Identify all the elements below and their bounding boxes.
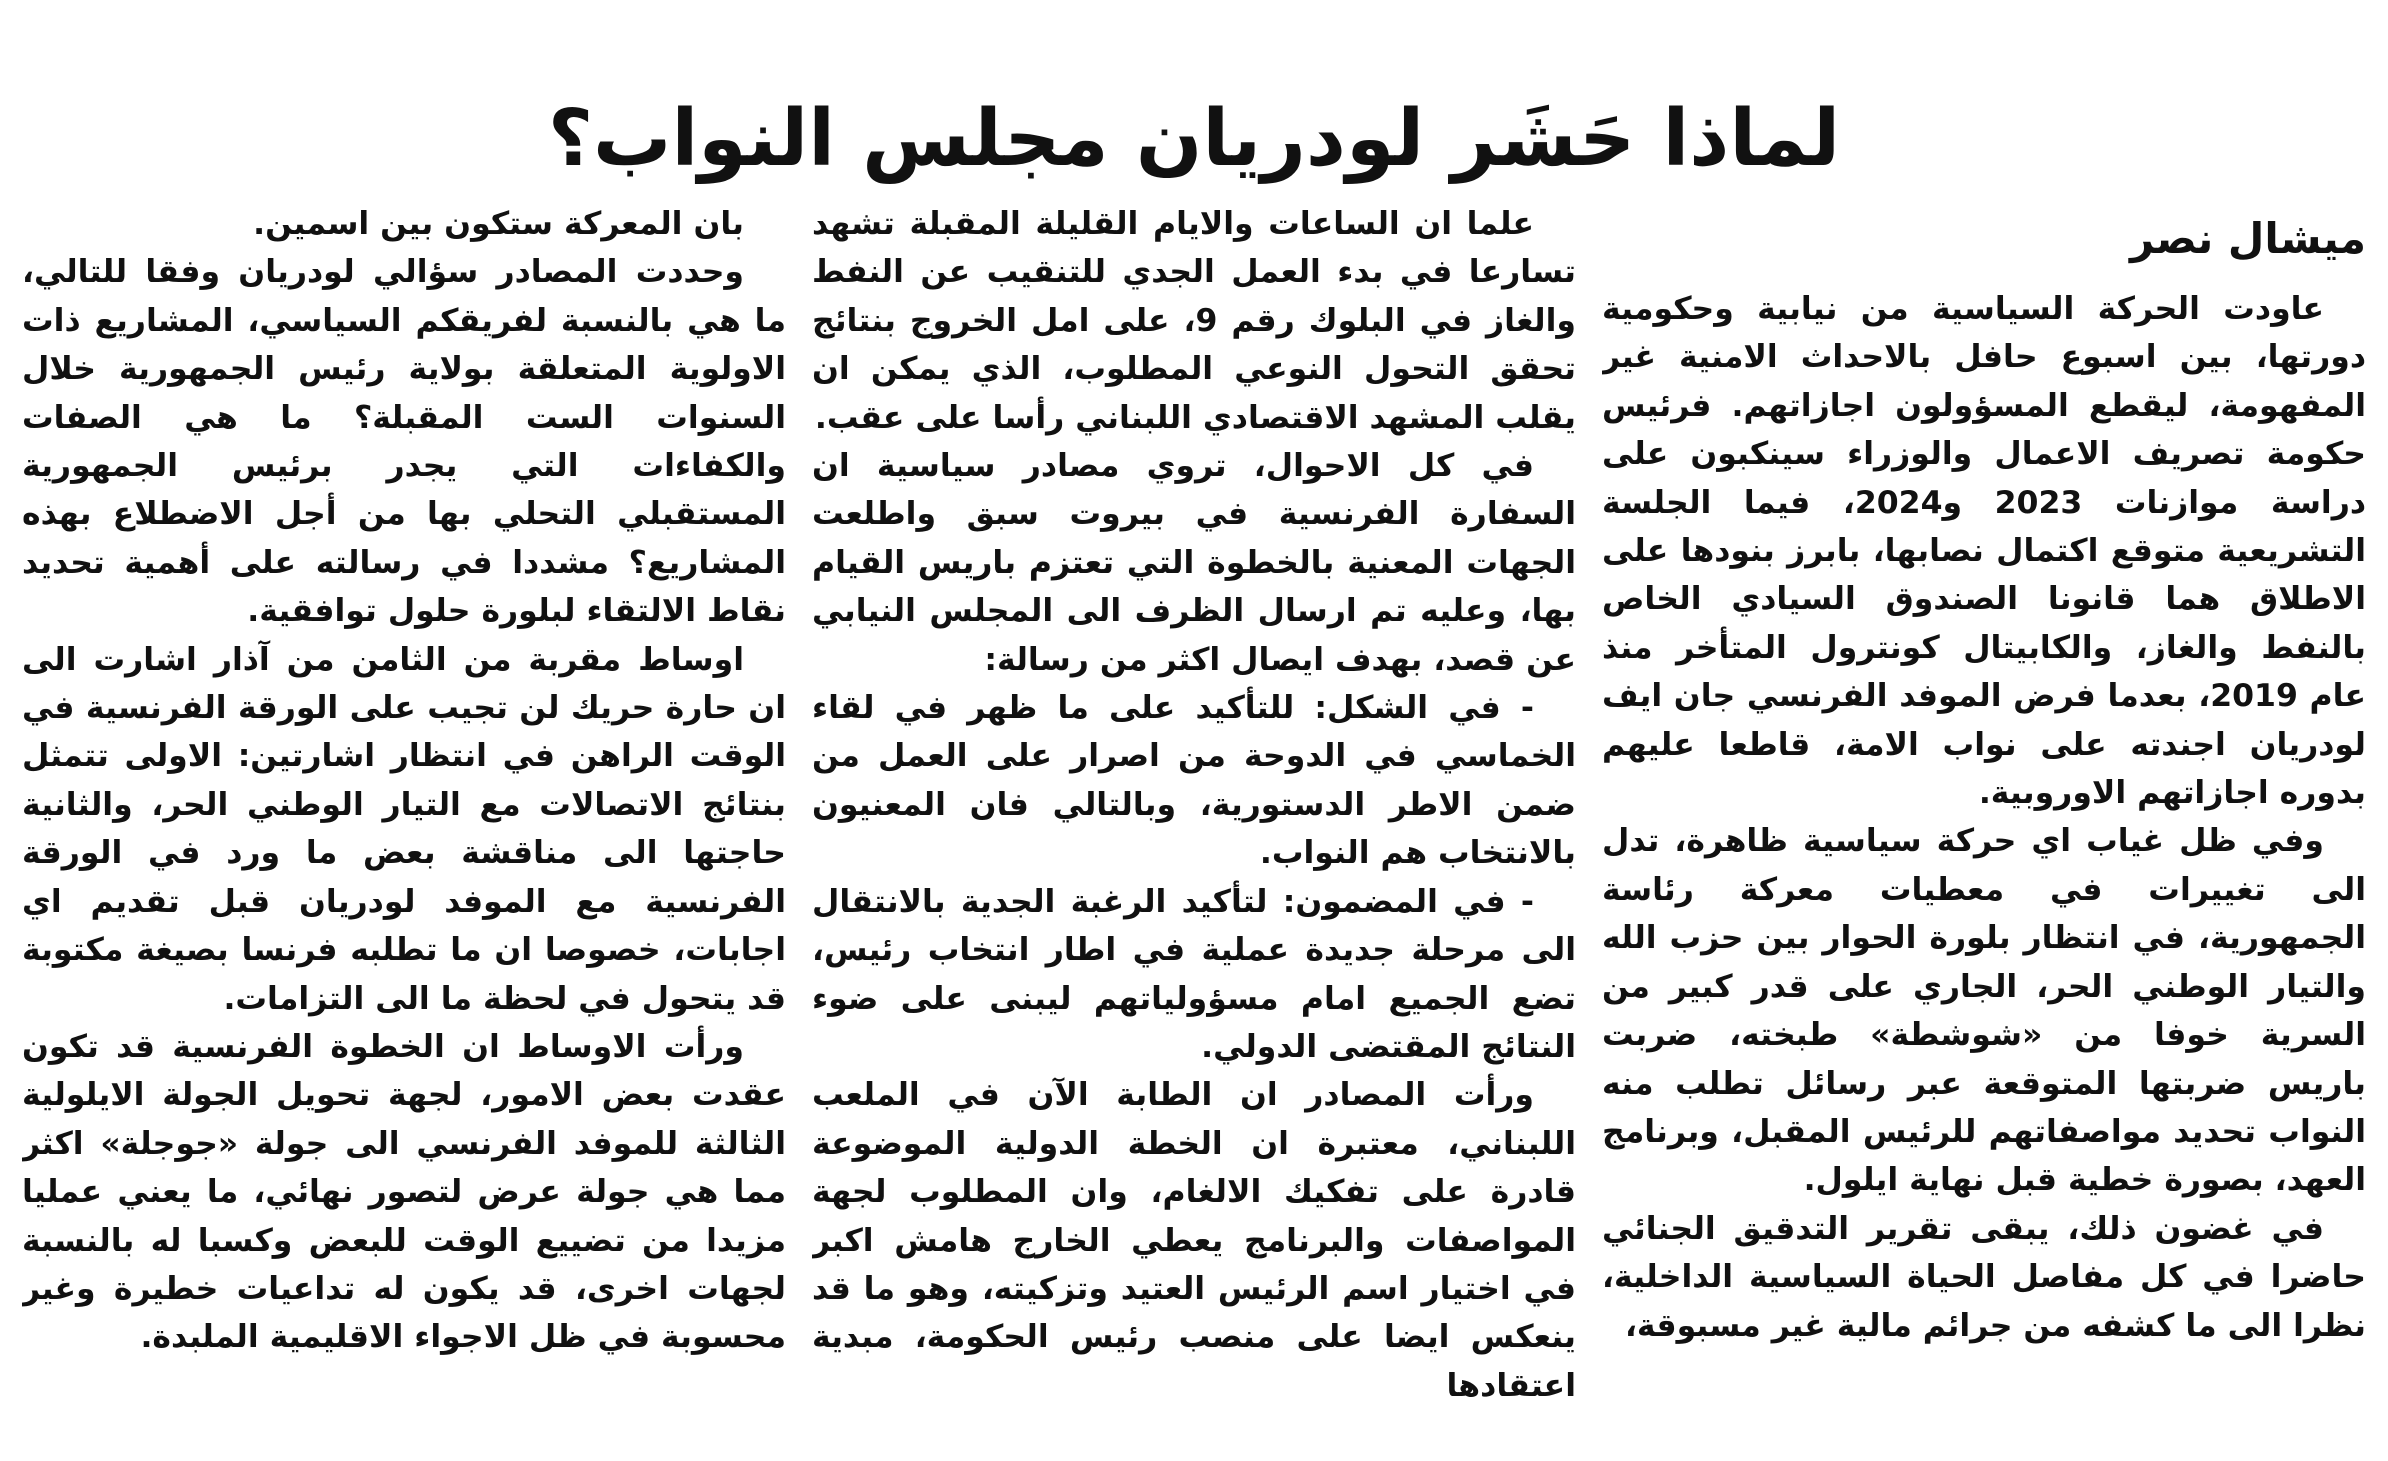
paragraph: عاودت الحركة السياسية من نيابية وحكومية دورتها، بين اسبوع حافل بالاحداث الامنية غير المفهومة، ليقطع المسؤولون اجازاتهم. فرئيس حكومة تصريف الاعمال والوزراء سينكبون على دراسة موازنات 2023 و2024، فيما الجلسة التشريعية متوقع اكتمال نصابها، بابرز بنودها على الاطلاق هما قانونا الصندوق السيادي الخاص بالنفط والغاز، والكابيتال كونترول المتأخر منذ عام 2019، بعدما فرض الموفد الفرنسي جان ايف لودريان اجندته على نواب الامة، قاطعا عليهم بدوره اجازاتهم الاوروبية. [1602, 291, 2366, 812]
paragraph: بان المعركة ستكون بين اسمين. [253, 206, 744, 242]
article-column-2 [812, 200, 1576, 1455]
author-byline: ميشال نصر [2129, 214, 2366, 263]
paragraph: علما ان الساعات والايام القليلة المقبلة تشهد تسارعا في بدء العمل الجدي للتنقيب عن النفط والغاز في البلوك رقم 9، على امل الخروج بنتائج تحقق التحول النوعي المطلوب، الذي يمكن ان يقلب المشهد الاقتصادي اللبناني رأسا على عقب. [812, 206, 1576, 436]
article-column-3 [22, 200, 786, 1455]
paragraph: ورأت المصادر ان الطابة الآن في الملعب اللبناني، معتبرة ان الخطة الدولية الموضوعة قادرة على تفكيك الالغام، وان المطلوب لجهة المواصفات والبرنامج يعطي الخارج هامش اكبر في اختيار اسم الرئيس العتيد وتزكيته، وهو ما قد ينعكس ايضا على منصب رئيس الحكومة، مبدية اعتقادها [812, 1077, 1576, 1404]
paragraph: اوساط مقربة من الثامن من آذار اشارت الى ان حارة حريك لن تجيب على الورقة الفرنسية في الوقت الراهن في انتظار اشارتين: الاولى تتمثل بنتائج الاتصالات مع التيار الوطني الحر، والثانية حاجتها الى مناقشة بعض ما ورد في الورقة الفرنسية مع الموفد لودريان قبل تقديم اي اجابات، خصوصا ان ما تطلبه فرنسا بصيغة مكتوبة قد يتحول في لحظة ما الى التزامات. [22, 641, 786, 1017]
article-column-1 [1602, 285, 2366, 1455]
paragraph: - في المضمون: لتأكيد الرغبة الجدية بالانتقال الى مرحلة جديدة عملية في اطار انتخاب رئيس، تضع الجميع امام مسؤولياتهم ليبنى على ضوء النتائج المقتضى الدولي. [812, 883, 1576, 1065]
paragraph: وحددت المصادر سؤالي لودريان وفقا للتالي، ما هي بالنسبة لفريقكم السياسي، المشاريع ذات الاولوية المتعلقة بولاية رئيس الجمهورية خلال السنوات الست المقبلة؟ ما هي الصفات والكفاءات التي يجدر برئيس الجمهورية المستقبلي التحلي بها من أجل الاضطلاع بهذه المشاريع؟ مشددا في رسالته على أهمية تحديد نقاط الالتقاء لبلورة حلول توافقية. [22, 254, 786, 630]
paragraph: في غضون ذلك، يبقى تقرير التدقيق الجنائي حاضرا في كل مفاصل الحياة السياسية الداخلية، نظرا الى ما كشفه من جرائم مالية غير مسبوقة، [1602, 1210, 2366, 1344]
headline: لماذا حَشَر لودريان مجلس النواب؟ [547, 94, 1841, 185]
paragraph: وفي ظل غياب اي حركة سياسية ظاهرة، تدل الى تغييرات في معطيات معركة رئاسة الجمهورية، في انتظار بلورة الحوار بين حزب الله والتيار الوطني الحر، الجاري على قدر كبير من السرية خوفا من «شوشطة» طبخته، ضربت باريس ضربتها المتوقعة عبر رسائل تطلب منه النواب تحديد مواصفاتهم للرئيس المقبل، وبرنامج العهد، بصورة خطية قبل نهاية ايلول. [1602, 823, 2366, 1199]
paragraph: - في الشكل: للتأكيد على ما ظهر في لقاء الخماسي في الدوحة من اصرار على العمل من ضمن الاطر الدستورية، وبالتالي فان المعنيون بالانتخاب هم النواب. [812, 690, 1576, 872]
paragraph: ورأت الاوساط ان الخطوة الفرنسية قد تكون عقدت بعض الامور، لجهة تحويل الجولة الايلولية الثالثة للموفد الفرنسي الى جولة «جوجلة» اكثر مما هي جولة عرض لتصور نهائي، ما يعني عمليا مزيدا من تضييع الوقت للبعض وكسبا له بالنسبة لجهات اخرى، قد يكون له تداعيات خطيرة وغير محسوبة في ظل الاجواء الاقليمية الملبدة. [22, 1028, 786, 1356]
paragraph: في كل الاحوال، تروي مصادر سياسية ان السفارة الفرنسية في بيروت سبق واطلعت الجهات المعنية بالخطوة التي تعتزم باريس القيام بها، وعليه تم ارسال الظرف الى المجلس النيابي عن قصد، بهدف ايصال اكثر من رسالة: [812, 448, 1576, 678]
